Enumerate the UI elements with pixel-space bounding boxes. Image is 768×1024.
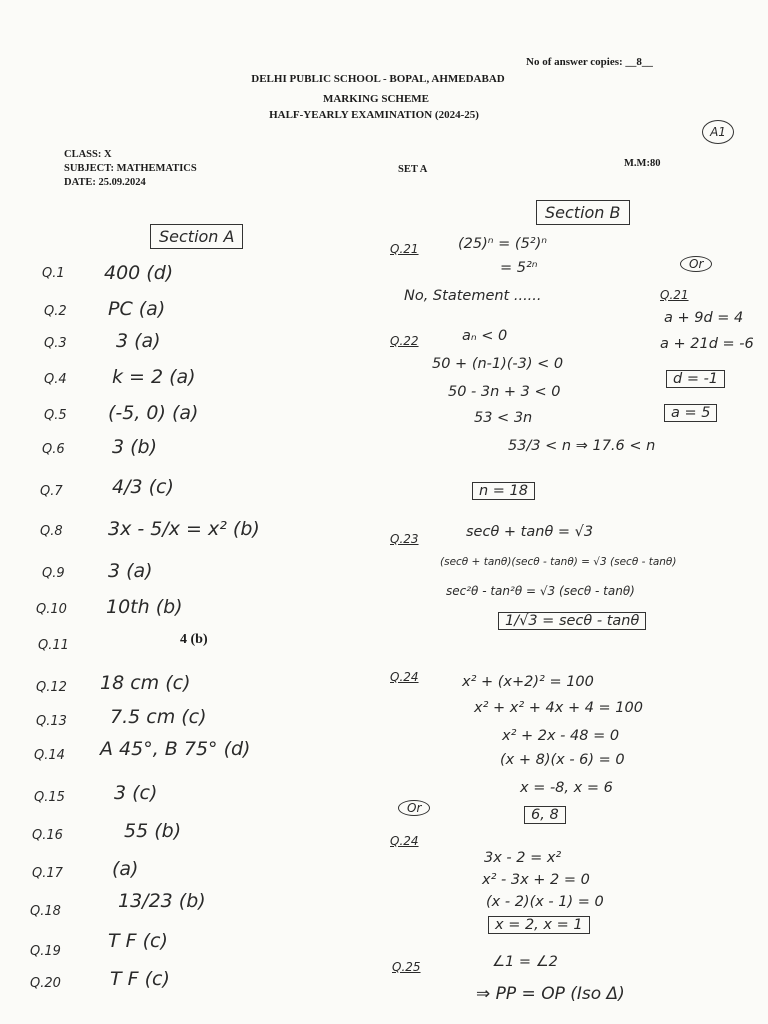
document-title: MARKING SCHEME [322,93,430,105]
solution-line: 3x - 2 = x² [484,850,562,866]
question-number: Q.14 [34,748,65,763]
answer: 3 (c) [114,782,158,804]
question-number: Q.20 [30,976,61,991]
solution-line: ⇒ PP = OP (Iso Δ) [476,984,625,1004]
answer: PC (a) [108,298,166,320]
question-number: Q.4 [44,372,67,387]
solution-line: (x + 8)(x - 6) = 0 [500,752,625,768]
solution-line: (secθ + tanθ)(secθ - tanθ) = √3 (secθ - tanθ) [440,556,677,568]
question-number: Q.17 [32,866,63,881]
answer: 3 (a) [116,330,161,352]
solution-line: secθ + tanθ = √3 [466,524,594,540]
question-number: Q.21 [660,288,689,302]
question-number: Q.1 [42,266,65,281]
solution-line: x² + x² + 4x + 4 = 100 [474,700,643,716]
solution-line: = 5²ⁿ [500,260,538,276]
answer: A 45°, B 75° (d) [100,738,251,760]
question-number: Q.9 [42,566,65,581]
question-number: Q.19 [30,944,61,959]
solution-line: a + 9d = 4 [664,310,744,326]
question-number: Q.12 [36,680,67,695]
question-number: Q.24 [390,670,419,684]
or-marker: Or [680,256,712,272]
solution-line: aₙ < 0 [462,328,508,344]
final-answer-box: x = 2, x = 1 [488,916,590,934]
solution-line: (25)ⁿ = (5²)ⁿ [458,236,548,252]
solution-line: No, Statement ...... [404,288,542,304]
answer: 3 (a) [108,560,153,582]
question-number: Q.23 [390,532,419,546]
answer: 13/23 (b) [118,890,206,912]
class-label: CLASS: X [64,149,112,160]
answer: 7.5 cm (c) [110,706,207,728]
answer: (a) [112,858,139,880]
section-b-heading: Section B [536,200,630,225]
set-label: SET A [398,164,428,175]
subject-label: SUBJECT: MATHEMATICS [64,163,197,174]
school-name: DELHI PUBLIC SCHOOL - BOPAL, AHMEDABAD [251,73,505,85]
question-number: Q.24 [390,834,419,848]
answer: 4/3 (c) [112,476,174,498]
final-answer-box: n = 18 [472,482,535,500]
solution-line: 53/3 < n ⇒ 17.6 < n [508,438,656,454]
question-number: Q.16 [32,828,63,843]
question-number: Q.21 [390,242,419,256]
question-number: Q.2 [44,304,67,319]
answer: 55 (b) [124,820,182,842]
solution-line: x = -8, x = 6 [520,780,613,796]
question-number: Q.15 [34,790,65,805]
final-answer-box: 1/√3 = secθ - tanθ [498,612,646,630]
solution-line: (x - 2)(x - 1) = 0 [486,894,604,910]
answer: 18 cm (c) [100,672,191,694]
answer: 400 (d) [104,262,174,284]
answer: 4 (b) [180,632,208,647]
question-number: Q.6 [42,442,65,457]
question-number: Q.7 [40,484,63,499]
question-number: Q.3 [44,336,67,351]
question-number: Q.8 [40,524,63,539]
solution-line: ∠1 = ∠2 [492,954,558,970]
answer: 10th (b) [106,596,183,618]
solution-line: x² - 3x + 2 = 0 [482,872,590,888]
final-answer-box: d = -1 [666,370,725,388]
answer-copies-count: No of answer copies: __8__ [526,56,653,68]
max-marks-label: M.M:80 [624,158,661,169]
answer: (-5, 0) (a) [108,402,199,424]
solution-line: 53 < 3n [474,410,533,426]
question-number: Q.25 [392,960,421,974]
exam-name: HALF-YEARLY EXAMINATION (2024-25) [269,109,479,121]
solution-line: x² + (x+2)² = 100 [462,674,594,690]
question-number: Q.11 [38,638,69,653]
date-label: DATE: 25.09.2024 [64,177,146,188]
answer: T F (c) [110,968,170,990]
solution-line: 50 - 3n + 3 < 0 [448,384,561,400]
or-marker: Or [398,800,430,816]
answer: 3 (b) [112,436,158,458]
answer: T F (c) [108,930,168,952]
solution-line: 50 + (n-1)(-3) < 0 [432,356,564,372]
answer: k = 2 (a) [112,366,196,388]
set-badge: A1 [702,120,734,144]
solution-line: x² + 2x - 48 = 0 [502,728,620,744]
question-number: Q.13 [36,714,67,729]
question-number: Q.5 [44,408,67,423]
question-number: Q.22 [390,334,419,348]
section-a-heading: Section A [150,224,243,249]
solution-line: sec²θ - tan²θ = √3 (secθ - tanθ) [446,584,635,598]
answer: 3x - 5/x = x² (b) [108,518,260,540]
final-answer-box: a = 5 [664,404,717,422]
final-answer-box: 6, 8 [524,806,566,824]
question-number: Q.10 [36,602,67,617]
solution-line: a + 21d = -6 [660,336,754,352]
question-number: Q.18 [30,904,61,919]
